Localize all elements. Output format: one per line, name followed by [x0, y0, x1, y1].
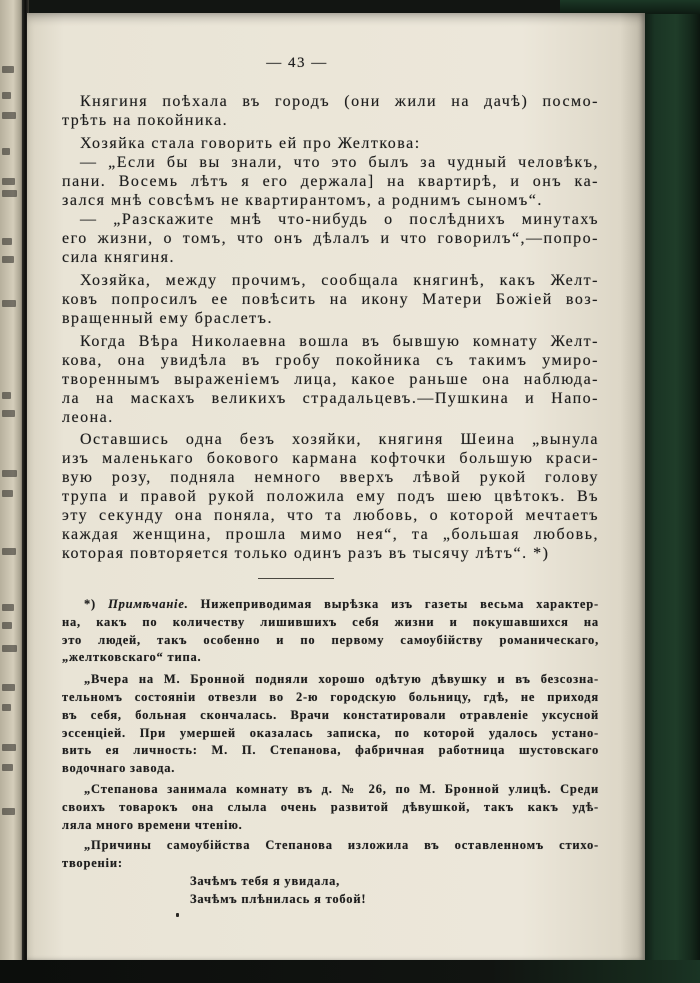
- paragraph: [62, 153, 599, 210]
- page-edge-mark: [2, 704, 11, 711]
- text-line: Княгиня поѣхала въ городъ (они жили на дачѣ) посмо-: [80, 93, 599, 110]
- page-edge-mark: [2, 604, 14, 611]
- footnote-line: твореніи:: [62, 856, 123, 871]
- page-edge-mark: [2, 410, 15, 417]
- dark-background: [0, 960, 700, 983]
- poem-line: Зачѣмъ тебя я увидала,: [190, 873, 341, 888]
- footnote-line: водочнаго завода.: [62, 761, 176, 776]
- page-edge-mark: [2, 238, 12, 245]
- footnote: [62, 596, 599, 909]
- paragraph: [62, 271, 599, 328]
- text-line: которая повторяется только одинъ разъ въ тысячу лѣтъ“. *): [62, 545, 550, 562]
- page-edge-mark: [2, 764, 13, 771]
- paragraph: [62, 210, 599, 267]
- paragraph: [62, 92, 599, 130]
- text-line: пани. Восемь лѣтъ я его держала] на квартирѣ, и онъ ка-: [62, 173, 599, 190]
- page-edge-mark: [2, 256, 14, 263]
- text-line: Когда Вѣра Николаевна вошла въ бывшую комнату Желт-: [80, 333, 599, 350]
- text-line: трупа и правой рукой положила ему подъ шею цвѣтокъ. Въ: [62, 488, 599, 505]
- text-line: кова, она увидѣла въ гробу покойника съ такимъ умиро-: [62, 352, 599, 369]
- page-edge-mark: [2, 645, 17, 652]
- book-cover: [640, 0, 700, 983]
- text-line: изъ маленькаго бокового кармана кофточки большую краси-: [62, 450, 599, 467]
- footnote-line: „Причины самоубійства Степанова изложила въ оставленномъ стихо-: [84, 838, 599, 853]
- page-number: — 43 —: [266, 55, 328, 71]
- footnote-line: на, какъ по количеству лишившихъ себя жизни и покушавшихся на: [62, 614, 599, 629]
- footnote-line: это людей, такъ особенно и по первому самоубійству романическаго,: [62, 632, 599, 647]
- page-edge-mark: [2, 112, 16, 119]
- paragraph: [62, 134, 599, 153]
- footnote-line: вить ея личность: М. П. Степанова, фабричная работница шустовскаго: [62, 743, 599, 758]
- footnote-paragraph: [62, 596, 599, 667]
- footnote-paragraph: [62, 781, 599, 834]
- text-line: — „Разскажите мнѣ что-нибудь о послѣднихъ минутахъ: [80, 211, 599, 228]
- footnote-divider: [258, 578, 334, 579]
- text-line: вую розу, подняла немного вверхъ лѣвой рукой голову: [62, 469, 599, 486]
- footnote-line: своихъ товарокъ она слыла очень развитой дѣвушкой, такъ какъ удѣ-: [62, 799, 599, 814]
- footnote-poem: [62, 873, 599, 909]
- footnote-line: въ себя, больная скончалась. Врачи констатировали отравленіе уксусной: [62, 707, 599, 722]
- footnote-line: [62, 596, 599, 614]
- text-line: ковъ попросилъ ее повѣсить на икону Матери Божіей воз-: [62, 291, 599, 308]
- main-text: [62, 92, 599, 563]
- text-line: вращенный ему браслетъ.: [62, 310, 273, 327]
- footnote-line: ляла много времени чтенію.: [62, 817, 243, 832]
- text-line: его жизни, о томъ, что онъ дѣлалъ и что говорилъ“,—попро-: [62, 230, 599, 247]
- footnote-line: „Степанова занимала комнату въ д. № 26, по М. Бронной улицѣ. Среди: [84, 781, 599, 796]
- page-edge-mark: [2, 66, 14, 73]
- text-line: сила княгиня.: [62, 249, 175, 266]
- text-line: эту секунду она поняла, что та любовь, о которой мечтаетъ: [62, 507, 599, 524]
- previous-page-edge: [0, 0, 24, 960]
- footnote-paragraph: [62, 837, 599, 873]
- footnote-line: тельномъ состояніи отвезли во 2-ю городскую больницу, гдѣ, не приходя: [62, 689, 599, 704]
- paragraph: [62, 332, 599, 427]
- page-edge-mark: [2, 190, 17, 197]
- text-line: зался мнѣ совсѣмъ не квартирантомъ, а роднимъ сыномъ“.: [62, 192, 543, 209]
- text-line: твореннымъ выраженіемъ лица, какое раньше она наблюда-: [62, 371, 599, 388]
- page-edge-mark: [2, 490, 13, 497]
- page-edge-mark: [2, 148, 10, 155]
- paper-speck: [176, 913, 179, 917]
- page-edge-mark: [2, 392, 11, 399]
- paragraph: [62, 430, 599, 563]
- page-edge-mark: [2, 744, 16, 751]
- text-line: леона.: [62, 409, 114, 426]
- footnote-text: Нижеприводимая вырѣзка изъ газеты весьма характер-: [200, 597, 599, 611]
- footnote-label: Примѣчаніе.: [108, 597, 189, 611]
- footnote-line: „желтковскаго“ типа.: [62, 650, 202, 665]
- text-line: — „Если бы вы знали, что это былъ за чудный человѣкъ,: [80, 154, 599, 171]
- text-line: Хозяйка, между прочимъ, сообщала княгинѣ, какъ Желт-: [80, 272, 599, 289]
- page-edge-mark: [2, 548, 16, 555]
- text-line: Хозяйка стала говорить ей про Желткова:: [80, 135, 421, 152]
- text-line: трѣть на покойника.: [62, 112, 229, 129]
- footnote-marker: *): [84, 597, 97, 611]
- text-line: ла на маскахъ великихъ страдальцевъ.—Пушкина и Напо-: [62, 390, 599, 407]
- page-edge-mark: [2, 622, 12, 629]
- text-line: Оставшись одна безъ хозяйки, княгиня Шеина „вынула: [80, 431, 599, 448]
- book-cover-top: [560, 0, 700, 14]
- page-edge-mark: [2, 300, 16, 307]
- page-edge-mark: [2, 92, 11, 99]
- footnote-line: „Вчера на М. Бронной подняли хорошо одѣтую дѣвушку и въ безсозна-: [84, 672, 599, 687]
- page-edge-mark: [2, 470, 17, 477]
- footnote-paragraph: [62, 671, 599, 778]
- page-edge-mark: [2, 808, 15, 815]
- page-edge-mark: [2, 178, 15, 185]
- poem-line: Зачѣмъ плѣнилась я тобой!: [190, 891, 367, 906]
- page-edge-mark: [2, 684, 15, 691]
- footnote-line: эссенціей. При умершей оказалась записка, по которой удалось устано-: [62, 725, 599, 740]
- text-line: каждая женщина, прошла мимо нея“, та „большая любовь,: [62, 526, 599, 543]
